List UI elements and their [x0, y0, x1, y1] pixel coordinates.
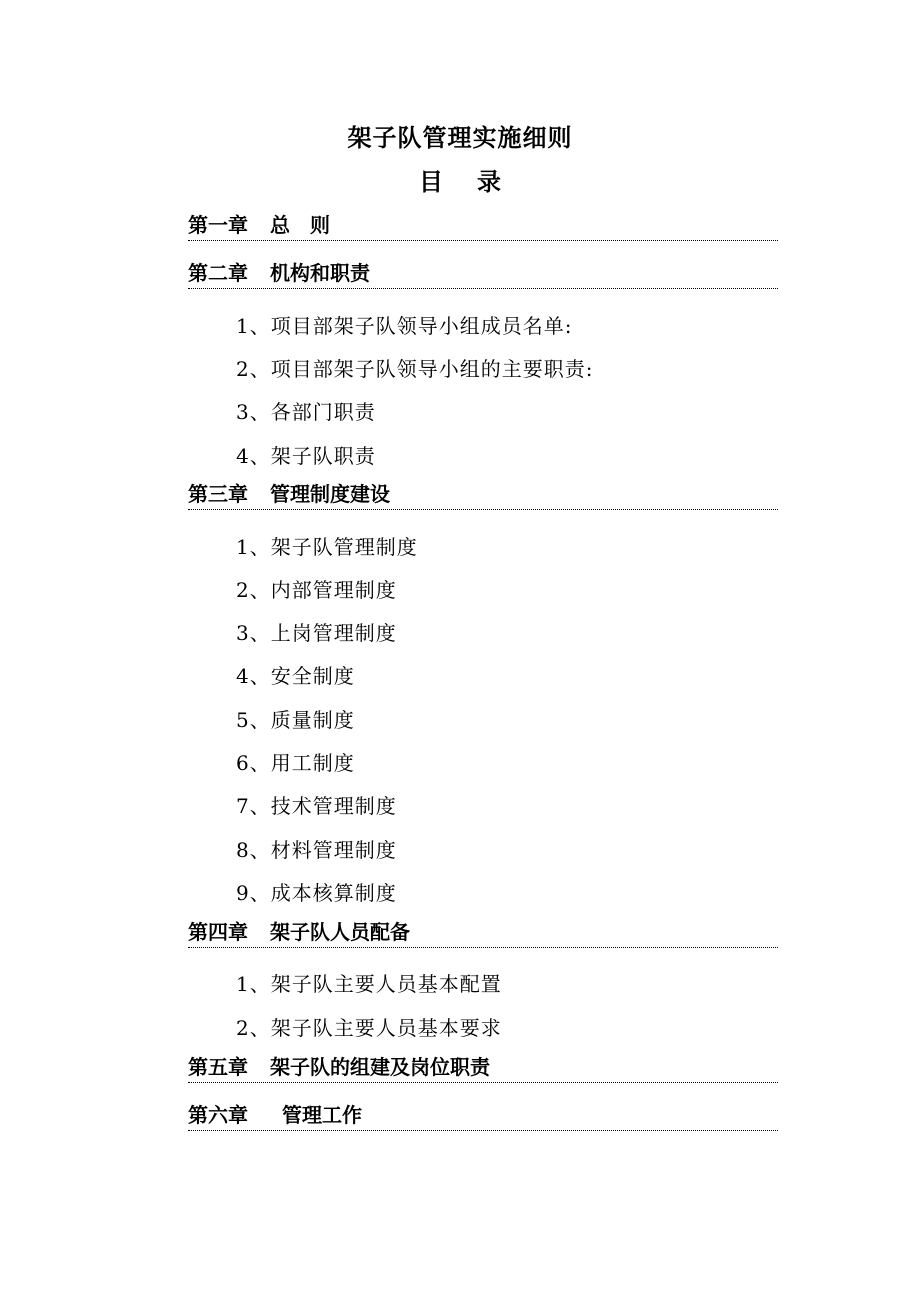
chapter-number: 第二章	[188, 261, 248, 285]
chapter-title: 总 则	[270, 213, 330, 237]
chapter-number: 第三章	[188, 482, 248, 506]
toc-chapter-6[interactable]	[188, 1100, 778, 1131]
chapter-number: 第一章	[188, 213, 248, 237]
chapter-title: 机构和职责	[270, 261, 370, 285]
document-title: 架子队管理实施细则	[347, 123, 573, 152]
chapter-title: 管理制度建设	[270, 482, 390, 506]
toc-heading-left: 目	[419, 167, 443, 196]
toc-item[interactable]: 4、安全制度	[236, 664, 355, 688]
toc-item[interactable]: 2、项目部架子队领导小组的主要职责:	[236, 357, 594, 381]
toc-heading-right: 录	[477, 167, 501, 196]
toc-item[interactable]: 5、质量制度	[236, 708, 355, 732]
toc-item[interactable]: 6、用工制度	[236, 751, 355, 775]
chapter-number: 第五章	[188, 1055, 248, 1079]
chapter-title: 管理工作	[282, 1103, 362, 1127]
toc-item[interactable]: 3、上岗管理制度	[236, 621, 397, 645]
toc-item[interactable]: 9、成本核算制度	[236, 881, 397, 905]
chapter-title: 架子队人员配备	[270, 920, 410, 944]
toc-chapter-2[interactable]	[188, 258, 778, 289]
toc-chapter-1[interactable]	[188, 210, 778, 241]
toc-item[interactable]: 1、架子队主要人员基本配置	[236, 972, 502, 996]
toc-item[interactable]: 2、内部管理制度	[236, 578, 397, 602]
chapter-number: 第四章	[188, 920, 248, 944]
toc-item[interactable]: 3、各部门职责	[236, 400, 376, 424]
toc-item[interactable]: 2、架子队主要人员基本要求	[236, 1016, 502, 1040]
toc-item[interactable]: 8、材料管理制度	[236, 838, 397, 862]
toc-item[interactable]: 4、架子队职责	[236, 444, 376, 468]
toc-heading	[0, 162, 920, 197]
toc-chapter-5[interactable]	[188, 1052, 778, 1083]
toc-item[interactable]: 1、项目部架子队领导小组成员名单:	[236, 314, 573, 338]
chapter-title: 架子队的组建及岗位职责	[270, 1055, 490, 1079]
toc-chapter-4[interactable]	[188, 917, 778, 948]
toc-chapter-3[interactable]	[188, 479, 778, 510]
toc-item[interactable]: 1、架子队管理制度	[236, 535, 418, 559]
toc-item[interactable]: 7、技术管理制度	[236, 794, 397, 818]
chapter-number: 第六章	[188, 1103, 248, 1127]
